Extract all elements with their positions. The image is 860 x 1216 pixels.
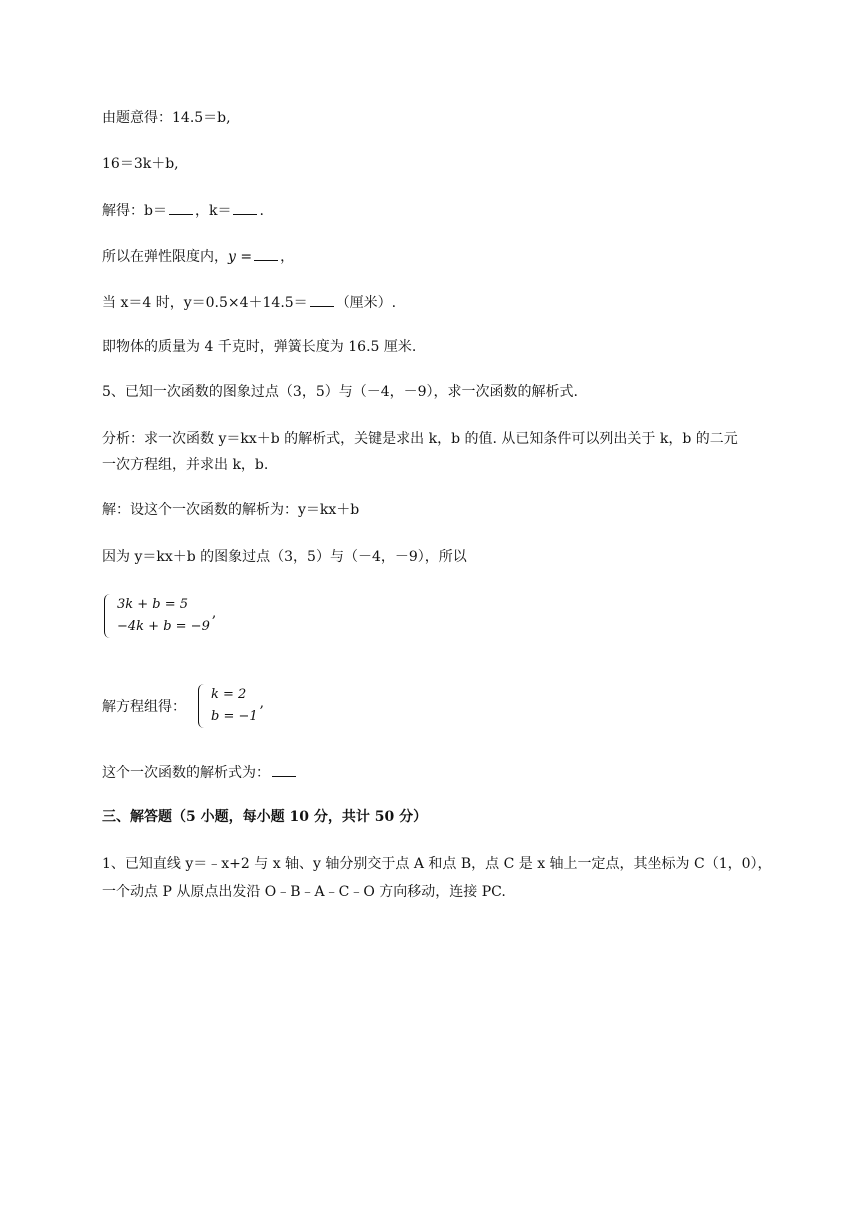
text-segment: . (259, 203, 264, 219)
answer-blank (233, 200, 257, 215)
text-segment: （厘米）. (335, 295, 397, 311)
equation: −4k + b = −9 (117, 619, 210, 634)
text-segment: 所以在弹性限度内， (102, 249, 228, 265)
question-1-cont: 一个动点 P 从原点出发沿 O﹣B﹣A﹣C﹣O 方向移动，连接 PC. (102, 884, 506, 900)
equation: b = −1 (211, 709, 258, 724)
text-segment: ， (280, 249, 295, 265)
equation-tail: , (211, 605, 217, 621)
text-line (102, 246, 294, 267)
section-heading: 三、解答题（5 小题，每小题 10 分，共计 50 分） (102, 809, 428, 825)
text-segment: 当 x＝4 时，y＝0.5×4＋14.5＝ (102, 295, 308, 311)
analysis-line: 分析：求一次函数 y＝kx＋b 的解析式，关键是求出 k，b 的值. 从已知条件可以列出关于 k，b 的二元 (102, 431, 738, 447)
answer-blank (169, 200, 193, 215)
answer-blank (310, 292, 334, 307)
equation: 3k + b = 5 (117, 597, 189, 612)
left-brace (104, 594, 113, 638)
text-line: 即物体的质量为 4 千克时，弹簧长度为 16.5 厘米. (102, 339, 417, 355)
text-segment: ，k＝ (194, 203, 232, 219)
equation: k = 2 (211, 687, 247, 702)
left-brace (198, 684, 207, 728)
equation-tail: , (259, 695, 265, 711)
solution-label: 解方程组得： (102, 699, 186, 715)
math-expression: y = (228, 249, 253, 265)
text-line: 16＝3k＋b, (102, 156, 179, 172)
text-line: 由题意得：14.5＝b, (102, 110, 231, 126)
text-line (102, 200, 264, 221)
answer-blank (272, 762, 296, 777)
text-segment: 解得：b＝ (102, 203, 167, 219)
analysis-line: 一次方程组，并求出 k，b. (102, 457, 269, 473)
text-line (102, 762, 298, 783)
solution-line: 因为 y＝kx＋b 的图象过点（3，5）与（－4，－9），所以 (102, 549, 467, 565)
question-1: 1、已知直线 y＝﹣x+2 与 x 轴、y 轴分别交于点 A 和点 B，点 C 是 x 轴上一定点，其坐标为 C（1，0）， (102, 856, 772, 872)
solution-system (198, 684, 264, 728)
answer-blank (254, 246, 278, 261)
solution-line: 解：设这个一次函数的解析为：y＝kx＋b (102, 502, 360, 518)
equation-system (104, 594, 216, 638)
question-5: 5、已知一次函数的图象过点（3，5）与（－4，－9），求一次函数的解析式. (102, 384, 578, 400)
text-line (102, 292, 396, 313)
text-segment: 这个一次函数的解析式为： (102, 765, 270, 781)
